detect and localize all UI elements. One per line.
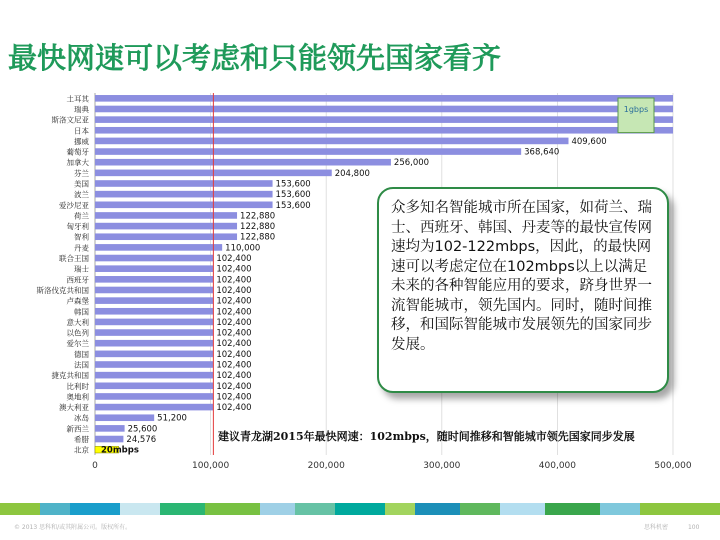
footer-color-segment <box>205 503 260 515</box>
bar <box>95 319 213 326</box>
footer-color-segment <box>0 503 40 515</box>
category-label: 芬兰 <box>74 168 89 178</box>
bar <box>95 127 673 134</box>
bar <box>95 361 213 368</box>
bar <box>95 223 237 230</box>
bar <box>95 382 213 389</box>
bar <box>95 138 568 145</box>
category-label: 西班牙 <box>66 275 89 285</box>
value-label: 24,576 <box>126 435 157 446</box>
category-label: 日本 <box>74 126 89 136</box>
value-label: 102,400 <box>216 264 252 275</box>
value-label: 409,600 <box>571 136 607 147</box>
x-tick-label: 100,000 <box>191 461 230 471</box>
category-label: 瑞典 <box>74 104 89 114</box>
category-label: 斯洛文尼亚 <box>51 115 89 125</box>
footer-color-segment <box>160 503 205 515</box>
footer-color-segment <box>640 503 720 515</box>
value-label: 102,400 <box>216 349 252 360</box>
category-label: 希腊 <box>74 435 89 445</box>
category-label: 韩国 <box>74 307 89 317</box>
category-label: 加拿大 <box>66 158 89 168</box>
value-label: 102,400 <box>216 275 252 286</box>
footer-color-segment <box>260 503 295 515</box>
value-label: 102,400 <box>216 403 252 414</box>
footer-color-segment <box>70 503 120 515</box>
badge-label: 1gbps <box>623 105 649 114</box>
value-label: 102,400 <box>216 296 252 307</box>
category-label: 意大利 <box>66 317 89 327</box>
bar <box>95 106 673 113</box>
slide-title: 最快网速可以考虑和只能领先国家看齐 <box>8 41 502 75</box>
bar <box>95 404 213 411</box>
value-label: 102,400 <box>216 360 252 371</box>
footer-color-segment <box>545 503 600 515</box>
value-label: 110,000 <box>225 243 261 254</box>
bar <box>95 436 123 443</box>
bar <box>95 340 213 347</box>
bar <box>95 255 213 262</box>
value-label: 25,600 <box>127 424 158 435</box>
value-label: 102,400 <box>216 307 252 318</box>
bar <box>95 148 521 155</box>
value-label: 20mbps <box>101 445 139 456</box>
value-label: 102,400 <box>216 317 252 328</box>
bar <box>95 372 213 379</box>
footer-color-segment <box>385 503 415 515</box>
footer-color-segment <box>120 503 160 515</box>
footer-color-segment <box>335 503 385 515</box>
value-label: 102,400 <box>216 285 252 296</box>
category-label: 瑞士 <box>74 264 89 274</box>
category-label: 奥地利 <box>66 392 89 402</box>
gbps-badge <box>618 98 654 133</box>
page-number: 100 <box>687 524 700 531</box>
category-label: 波兰 <box>74 190 89 200</box>
footer-color-segment <box>40 503 70 515</box>
value-label: 51,200 <box>157 413 187 424</box>
footer-color-segment <box>500 503 545 515</box>
bar <box>95 414 154 421</box>
footer-color-segment <box>415 503 460 515</box>
bar <box>95 159 391 166</box>
value-label: 368,640 <box>524 147 560 158</box>
bar <box>95 297 213 304</box>
bar <box>95 287 213 294</box>
value-label: 153,600 <box>275 190 311 201</box>
bar <box>95 191 273 198</box>
category-label: 荷兰 <box>74 211 89 221</box>
bar <box>95 212 237 219</box>
x-tick-label: 300,000 <box>423 461 461 471</box>
category-label: 比利时 <box>66 381 89 391</box>
bar <box>95 425 125 432</box>
category-label: 葡萄牙 <box>66 147 89 157</box>
bar <box>95 393 213 400</box>
x-tick-label: 500,000 <box>654 461 692 471</box>
x-tick-label: 200,000 <box>307 461 345 471</box>
footer-color-segment <box>460 503 500 515</box>
category-label: 北京 <box>74 445 89 455</box>
value-label: 102,400 <box>216 254 252 265</box>
bar <box>95 351 213 358</box>
value-label: 122,880 <box>240 232 276 243</box>
value-label: 256,000 <box>393 158 430 169</box>
category-labels <box>37 93 90 454</box>
category-label: 美国 <box>74 179 89 189</box>
footer-copyright: © 2013 思科和/或其附属公司。版权所有。 <box>14 524 132 531</box>
category-label: 匈牙利 <box>66 222 89 232</box>
x-axis-ticks <box>92 461 692 471</box>
bar <box>95 180 273 187</box>
value-label: 102,400 <box>216 371 252 382</box>
x-tick-label: 400,000 <box>538 461 577 471</box>
category-label: 卢森堡 <box>66 296 89 306</box>
bar <box>95 116 673 123</box>
category-label: 斯洛伐克共和国 <box>36 285 89 295</box>
category-label: 智利 <box>74 232 89 242</box>
category-label: 丹麦 <box>74 243 89 253</box>
bar <box>95 265 213 272</box>
category-label: 爱尔兰 <box>66 339 89 349</box>
value-label: 153,600 <box>275 179 311 190</box>
category-label: 联合王国 <box>59 254 89 264</box>
category-label: 以色列 <box>66 328 89 338</box>
category-label: 澳大利亚 <box>59 403 89 413</box>
value-label: 122,880 <box>240 222 276 233</box>
callout-box <box>377 187 669 393</box>
bar <box>95 276 213 283</box>
x-tick-label: 0 <box>92 461 98 471</box>
badge-box <box>618 98 654 133</box>
value-label: 102,400 <box>216 328 252 339</box>
category-label: 冰岛 <box>74 413 89 423</box>
callout-text: 众多知名智能城市所在国家，如荷兰、瑞士、西班牙、韩国、丹麦等的最快宣传网速均为102-122mbps，因此，的最快网速可以考虑定位在102mbps以上以满足未来的各种智能应用的要求，跻身世界一流智能城市，领先国内。同时，随时间推移，和国际智能城市发展领先的国家同步发展。 <box>391 200 652 353</box>
value-label: 122,880 <box>240 211 276 222</box>
category-label: 法国 <box>74 360 89 370</box>
chart-annotation: 建议青龙湖2015年最快网速：102mbps，随时间推移和智能城市领先国家同步发展 <box>218 430 635 443</box>
bar <box>95 244 222 251</box>
footer-confidential: 思科机密 <box>644 524 669 531</box>
category-label: 新西兰 <box>66 424 89 434</box>
footer-color-segment <box>295 503 335 515</box>
category-label: 挪威 <box>74 136 89 146</box>
bar <box>95 201 273 208</box>
category-label: 土耳其 <box>66 94 89 104</box>
value-label: 102,400 <box>216 392 252 403</box>
value-label: 153,600 <box>275 200 311 211</box>
bar <box>95 308 213 315</box>
bar <box>95 233 237 240</box>
category-label: 爱沙尼亚 <box>59 200 89 210</box>
footer-color-segment <box>600 503 640 515</box>
value-label: 102,400 <box>216 339 252 350</box>
bar <box>95 95 673 102</box>
footer-color-bar <box>0 503 720 515</box>
category-label: 德国 <box>74 349 89 359</box>
value-label: 102,400 <box>216 381 252 392</box>
bar <box>95 329 213 336</box>
footer-right <box>644 522 699 531</box>
value-label: 204,800 <box>334 168 370 179</box>
category-label: 捷克共和国 <box>51 371 89 381</box>
